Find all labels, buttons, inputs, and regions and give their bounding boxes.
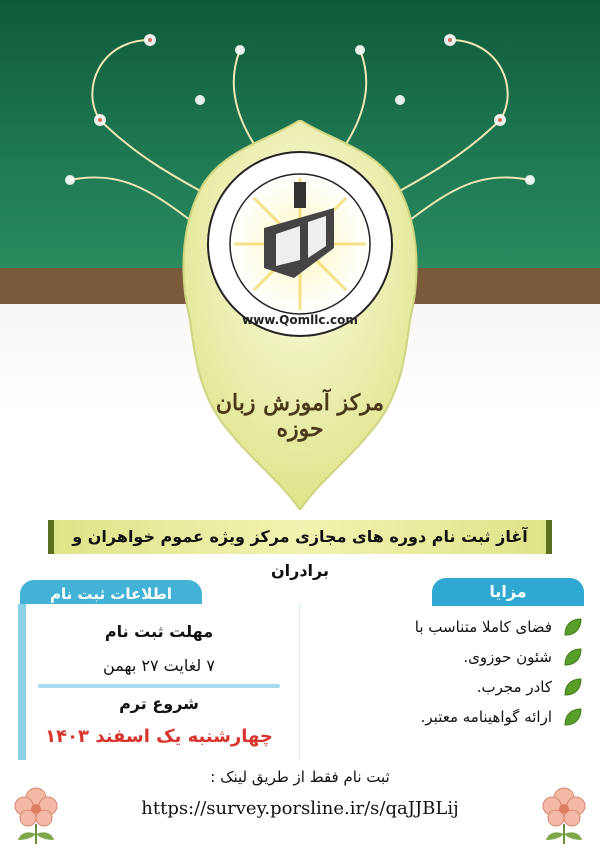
center-title: مرکز آموزش زبان حوزه: [215, 390, 385, 442]
flower-decoration: [8, 776, 64, 846]
leaf-icon: [562, 616, 584, 638]
list-item: شئون حوزوی.: [350, 644, 590, 670]
separator: [38, 684, 280, 688]
advantages-list: [350, 614, 590, 744]
svg-text:www.Qomllc.com: www.Qomllc.com: [242, 313, 358, 327]
list-item: فضای کاملا متناسب با: [350, 614, 590, 640]
leaf-icon: [562, 646, 584, 668]
list-item: کادر مجرب.: [350, 674, 590, 700]
registration-link[interactable]: https://survey.porsline.ir/s/qaJJBLij: [141, 798, 459, 819]
link-label: ثبت نام فقط از طریق لینک :: [210, 768, 390, 786]
deadline-value: ۷ لغایت ۲۷ بهمن: [103, 656, 215, 675]
advantages-tab: مزایا: [432, 578, 584, 606]
announcement-strip: [48, 520, 552, 580]
center-logo: [204, 148, 396, 340]
announcement-text: آغاز ثبت نام دوره های مجازی مرکز ویژه عموم خواهران و برادران: [72, 527, 528, 580]
start-value: چهارشنبه یک اسفند ۱۴۰۳: [45, 726, 273, 747]
deadline-label: مهلت ثبت نام: [104, 622, 214, 641]
start-label: شروع ترم: [119, 694, 199, 713]
leaf-icon: [562, 706, 584, 728]
flower-decoration: [536, 776, 592, 846]
list-item: ارائه گواهینامه معتبر.: [350, 704, 590, 730]
registration-tab: اطلاعات ثبت نام: [20, 580, 202, 608]
leaf-icon: [562, 676, 584, 698]
